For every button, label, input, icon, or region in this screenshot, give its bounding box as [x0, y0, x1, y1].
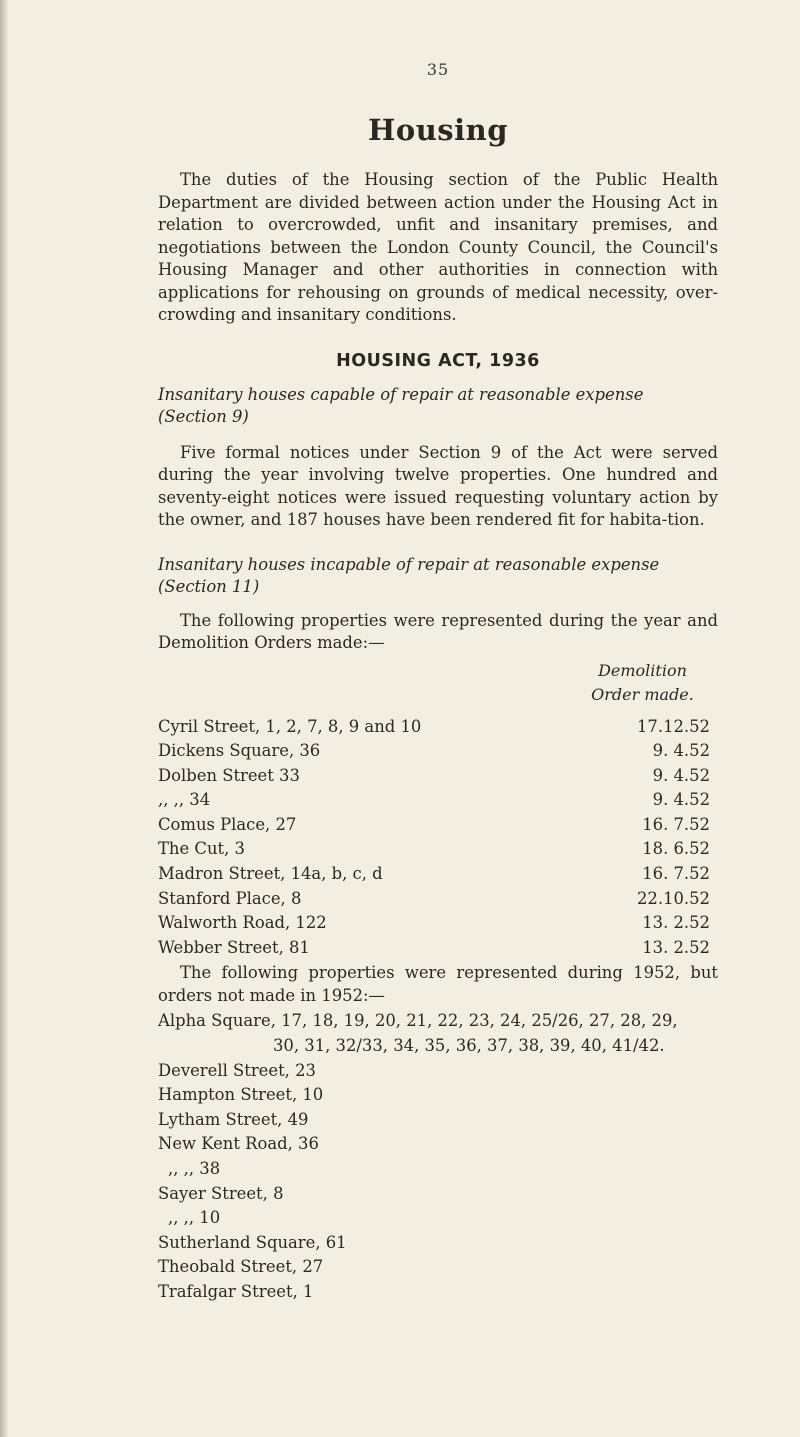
section9-heading — [158, 384, 718, 429]
order-property: ,, ,, 34 — [158, 790, 211, 810]
intro-paragraph: The duties of the Housing section of the Public Health Department are divided between action under the Housing Act in relation to overcrowded, unfit and insanitary premises, and negotiations between the London County Council, the Council's Housing Manager and other authorities in connection with applications for rehousing on grounds of medical necessity, over-crowding and insanitary conditions. — [158, 170, 718, 324]
not-made-paragraph: The following properties were represented during 1952, but orders not made in 1952:— — [158, 963, 718, 1005]
order-property: Dolben Street 33 — [158, 765, 300, 785]
order-row — [158, 887, 718, 912]
demolition-column-header — [158, 659, 718, 707]
not-made-item: Sutherland Square, 61 — [158, 1232, 347, 1252]
act-heading: HOUSING ACT, 1936 — [336, 350, 540, 371]
order-date: 16. 7.52 — [642, 864, 710, 884]
section11-heading — [158, 554, 718, 599]
section11-paragraph: The following properties were represented during the year and Demolition Orders made:— — [158, 610, 718, 652]
not-made-item: New Kent Road, 36 — [158, 1134, 319, 1154]
order-property: Comus Place, 27 — [158, 814, 297, 834]
not-made-item: Trafalgar Street, 1 — [158, 1281, 314, 1301]
order-property: Stanford Place, 8 — [158, 888, 302, 908]
alpha-square-line2: 30, 31, 32/33, 34, 35, 36, 37, 38, 39, 40, 41/42. — [273, 1036, 665, 1056]
order-row — [158, 739, 718, 764]
order-row — [158, 715, 718, 740]
not-made-item: Sayer Street, 8 — [158, 1183, 284, 1203]
book-spine-shadow — [0, 0, 8, 1437]
order-date: 9. 4.52 — [652, 790, 710, 810]
not-made-item: Deverell Street, 23 — [158, 1060, 316, 1080]
order-date: 16. 7.52 — [642, 814, 710, 834]
order-date: 13. 2.52 — [642, 937, 710, 957]
order-row — [158, 862, 718, 887]
page-title: Housing — [367, 113, 509, 147]
order-property: Cyril Street, 1, 2, 7, 8, 9 and 10 — [158, 716, 422, 736]
order-date: 9. 4.52 — [652, 741, 710, 761]
not-made-item: ,, ,, 10 — [168, 1208, 221, 1228]
column-header-line2: Order made. — [591, 684, 694, 704]
order-date: 18. 6.52 — [642, 839, 710, 859]
page-number: 35 — [426, 60, 450, 79]
document-page — [158, 0, 718, 1305]
order-row — [158, 813, 718, 838]
order-date: 22.10.52 — [637, 888, 710, 908]
not-made-item: Hampton Street, 10 — [158, 1085, 324, 1105]
section11-heading-text: Insanitary houses incapable of repair at reasonable expense — [158, 554, 660, 574]
not-made-list — [158, 1009, 718, 1304]
order-property: Madron Street, 14a, b, c, d — [158, 864, 383, 884]
order-date: 13. 2.52 — [642, 913, 710, 933]
order-row — [158, 837, 718, 862]
not-made-item: Theobald Street, 27 — [158, 1257, 324, 1277]
not-made-item: Lytham Street, 49 — [158, 1109, 309, 1129]
order-property: Walworth Road, 122 — [158, 913, 327, 933]
order-row — [158, 936, 718, 961]
demolition-orders-table — [158, 715, 718, 961]
section11-label: (Section 11) — [158, 577, 260, 596]
order-date: 17.12.52 — [637, 716, 710, 736]
order-date: 9. 4.52 — [652, 765, 710, 785]
alpha-square-line1: Alpha Square, 17, 18, 19, 20, 21, 22, 23, 24, 25/26, 27, 28, 29, — [158, 1011, 678, 1031]
column-header-line1: Demolition — [598, 660, 687, 680]
order-row — [158, 764, 718, 789]
not-made-item: ,, ,, 38 — [168, 1159, 221, 1178]
order-property: Dickens Square, 36 — [158, 741, 321, 761]
order-property: The Cut, 3 — [158, 839, 245, 859]
order-property: Webber Street, 81 — [158, 937, 310, 957]
order-row — [158, 911, 718, 936]
section9-label: (Section 9) — [158, 407, 249, 426]
order-row — [158, 788, 718, 813]
section9-heading-text: Insanitary houses capable of repair at reasonable expense — [158, 384, 644, 404]
section9-paragraph: Five formal notices under Section 9 of the Act were served during the year involving twelve properties. One hundred and seventy-eight notices were issued requesting voluntary action by the owner, and 187 houses have been rendered fit for habita-tion. — [158, 442, 718, 529]
